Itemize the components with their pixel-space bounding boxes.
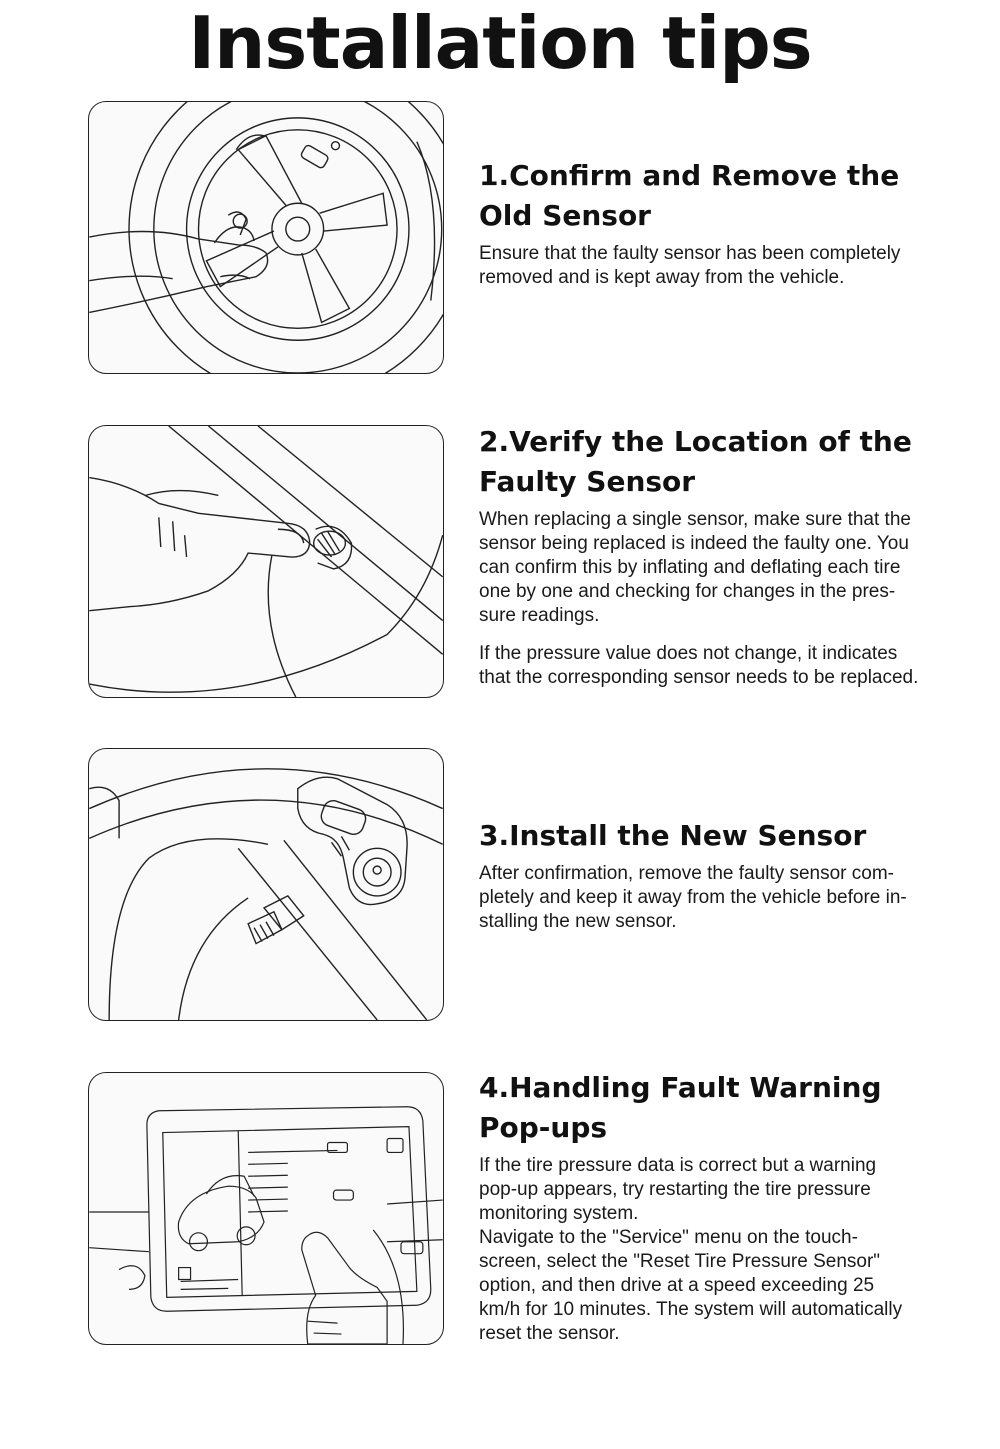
step-2-heading-line-2: Faulty Sensor	[479, 465, 696, 498]
text-line: monitoring system.	[479, 1203, 639, 1224]
step-1-heading-line-2: Old Sensor	[479, 199, 651, 232]
step-4-illustration	[88, 1072, 444, 1345]
text-line: pletely and keep it away from the vehicle before in-	[479, 887, 907, 908]
page-title: Installation tips	[188, 1, 812, 85]
step-4	[479, 1068, 979, 1346]
wheel-valve-hand-icon	[89, 102, 443, 373]
text-line: If the pressure value does not change, it indicates	[479, 643, 898, 664]
step-2-description	[479, 508, 979, 628]
text-line: After confirmation, remove the faulty sensor com-	[479, 863, 894, 884]
step-2-heading-line-1: 2.Verify the Location of the	[479, 425, 912, 458]
step-4-description	[479, 1154, 979, 1346]
step-1-heading-line-1: 1.Confirm and Remove the	[479, 159, 900, 192]
step-4-heading	[479, 1068, 979, 1148]
step-3-heading	[479, 816, 979, 856]
text-line: km/h for 10 minutes. The system will automatically	[479, 1299, 903, 1320]
text-line: stalling the new sensor.	[479, 911, 677, 932]
text-line: screen, select the "Reset Tire Pressure Sensor"	[479, 1251, 881, 1272]
step-1-heading	[479, 156, 979, 236]
step-3-heading-line-1: 3.Install the New Sensor	[479, 819, 867, 852]
text-line: When replacing a single sensor, make sure that the	[479, 509, 911, 530]
step-3-illustration	[88, 748, 444, 1021]
step-2	[479, 422, 979, 690]
text-line: option, and then drive at a speed exceeding 25	[479, 1275, 875, 1296]
step-1-illustration	[88, 101, 444, 374]
text-line: Ensure that the faulty sensor has been completely	[479, 243, 901, 264]
finger-valve-icon	[89, 426, 443, 697]
step-1	[479, 156, 979, 290]
touchscreen-car-icon	[89, 1073, 443, 1344]
step-2-illustration	[88, 425, 444, 698]
step-4-heading-line-2: Pop-ups	[479, 1111, 608, 1144]
text-line: can confirm this by inflating and deflating each tire	[479, 557, 901, 578]
text-line: that the corresponding sensor needs to be replaced.	[479, 667, 919, 688]
text-line: Navigate to the "Service" menu on the touch-	[479, 1227, 858, 1248]
step-4-heading-line-1: 4.Handling Fault Warning	[479, 1071, 882, 1104]
step-1-description	[479, 242, 979, 290]
text-line: pop-up appears, try restarting the tire pressure	[479, 1179, 871, 1200]
step-2-note	[479, 642, 979, 690]
text-line: one by one and checking for changes in the pres-	[479, 581, 896, 602]
text-line: sensor being replaced is indeed the faulty one. You	[479, 533, 909, 554]
step-3-description	[479, 862, 979, 934]
text-line: If the tire pressure data is correct but a warning	[479, 1155, 877, 1176]
text-line: sure readings.	[479, 605, 600, 626]
text-line: reset the sensor.	[479, 1323, 620, 1344]
text-line: removed and is kept away from the vehicle.	[479, 267, 845, 288]
sensor-install-icon	[89, 749, 443, 1020]
step-2-heading	[479, 422, 979, 502]
step-3	[479, 816, 979, 934]
